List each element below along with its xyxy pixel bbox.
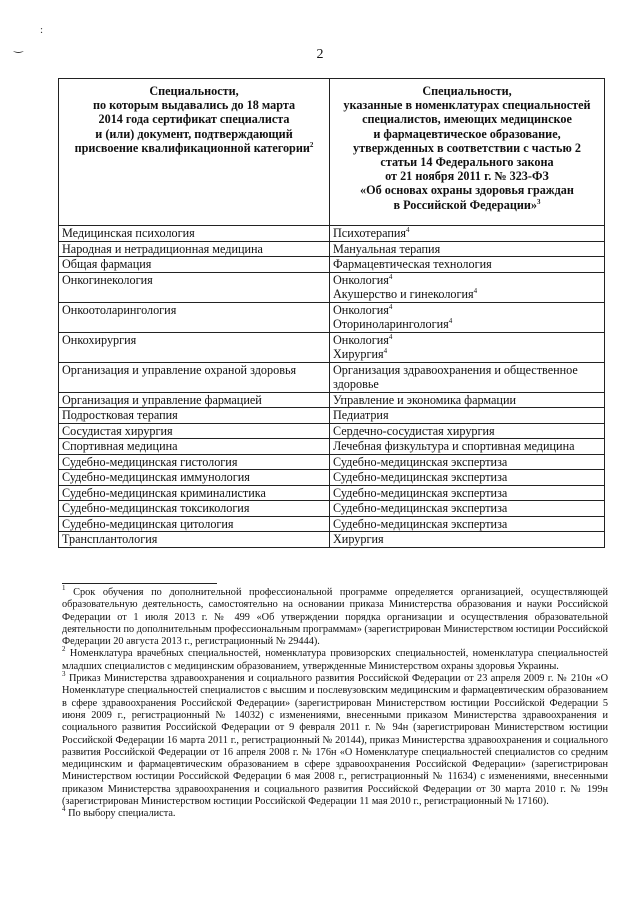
specialty-text: Мануальная терапия bbox=[333, 241, 441, 256]
footnote-text: Приказ Министерства здравоохранения и социального развития Российской Федерации от 23 апреля 2009 г. № 210н «О Номенклатуре специальностей специалистов с высшим и послевузовским медицинским и фармацевтическим образованием в сфере здравоохранения Российской Федерации» (зарегистрирован Министерством юстиции Российской Федерации 5 июня 2009 г., регистрационный № 14032) с изменениями, внесенными приказом Министерства здравоохранения и социального развития Российской Федерации от 9 февраля 2011 г. № 94н (зарегистрирован Министерством юстиции Российской Федерации 16 марта 2011 г., регистрационный № 20144), приказ Министерства здравоохранения и социального развития Российской Федерации от 16 апреля 2008 г. № 176н «О Номенклатуре специальностей специалистов со средним медицинским и фармацевтическим образованием в сфере здравоохранения Российской Федерации» (зарегистрирован Министерством юстиции Российской Федерации 6 мая 2008 г., регистрационный № 11634) с изменениями, внесенными приказом Министерства здравоохранения и социального развития Российской Федерации от 30 марта 2010 г. № 199н (зарегистрирован Министерством юстиции Российской Федерации 11 мая 2010 г., регистрационный № 17160). bbox=[62, 673, 609, 808]
specialty-text: Хирургия bbox=[333, 347, 384, 361]
cell-new-specialty bbox=[330, 257, 605, 273]
table-row bbox=[59, 241, 605, 257]
header-left-text: и (или) документ, подтверждающий bbox=[95, 126, 293, 141]
table-row bbox=[59, 226, 605, 242]
specialties-table bbox=[58, 78, 605, 548]
header-right-line bbox=[334, 183, 600, 197]
footnote-number: 1 bbox=[62, 584, 66, 592]
cell-old-specialty: Трансплантология bbox=[59, 532, 330, 548]
footnote bbox=[62, 805, 608, 820]
specialty-line bbox=[333, 501, 602, 516]
cell-old-specialty: Народная и нетрадиционная медицина bbox=[59, 241, 330, 257]
footnote-ref: 4 bbox=[388, 272, 393, 281]
header-right-text: Специальности, bbox=[422, 84, 512, 98]
table-row bbox=[59, 257, 605, 273]
margin-mark-top: : bbox=[40, 24, 44, 36]
header-right-text: «Об основах охраны здоровья граждан bbox=[360, 183, 574, 198]
cell-new-specialty bbox=[330, 362, 605, 392]
specialty-line bbox=[333, 333, 602, 348]
table-row bbox=[59, 423, 605, 439]
specialty-line bbox=[333, 424, 602, 439]
cell-old-specialty: Судебно-медицинская токсикология bbox=[59, 501, 330, 517]
cell-old-specialty: Онкогинекология bbox=[59, 272, 330, 302]
table-row bbox=[59, 485, 605, 501]
specialty-text: Судебно-медицинская экспертиза bbox=[333, 485, 508, 500]
footnote-number: 4 bbox=[62, 805, 66, 814]
footnote-number: 3 bbox=[62, 670, 66, 679]
cell-old-specialty: Медицинская психология bbox=[59, 226, 330, 242]
table-row bbox=[59, 439, 605, 455]
specialty-text: Судебно-медицинская экспертиза bbox=[333, 516, 508, 531]
specialty-line bbox=[333, 517, 602, 532]
cell-new-specialty bbox=[330, 501, 605, 517]
cell-new-specialty bbox=[330, 470, 605, 486]
specialty-line bbox=[333, 470, 602, 485]
cell-old-specialty: Судебно-медицинская гистология bbox=[59, 454, 330, 470]
cell-old-specialty: Организация и управление охраной здоровья bbox=[59, 362, 330, 392]
cell-old-specialty: Спортивная медицина bbox=[59, 439, 330, 455]
cell-new-specialty bbox=[330, 302, 605, 332]
table-row bbox=[59, 302, 605, 332]
cell-old-specialty: Онкохирургия bbox=[59, 332, 330, 362]
specialty-text: Управление и экономика фармации bbox=[333, 392, 516, 407]
cell-new-specialty bbox=[330, 226, 605, 242]
header-right-line bbox=[334, 198, 600, 212]
specialty-line bbox=[333, 303, 602, 318]
cell-new-specialty bbox=[330, 516, 605, 532]
cell-old-specialty: Судебно-медицинская криминалистика bbox=[59, 485, 330, 501]
specialty-line bbox=[333, 273, 602, 288]
header-right-text: в Российской Федерации» bbox=[393, 197, 537, 212]
footnote-number: 2 bbox=[62, 645, 66, 654]
footnote-ref: 4 bbox=[383, 347, 388, 355]
specialty-text: Хирургия bbox=[333, 532, 384, 546]
header-left-line bbox=[63, 141, 325, 155]
specialty-line bbox=[333, 226, 602, 241]
cell-new-specialty bbox=[330, 485, 605, 501]
footnote-ref: 4 bbox=[388, 302, 393, 311]
table-row bbox=[59, 392, 605, 408]
header-left-text: Специальности, bbox=[149, 84, 239, 98]
header-right-line bbox=[334, 112, 600, 126]
specialty-line bbox=[333, 257, 602, 272]
margin-mark-left: ‿ bbox=[14, 41, 23, 53]
specialty-text: Лечебная физкультура и спортивная медицина bbox=[333, 439, 575, 453]
header-right-text: и фармацевтическое образование, bbox=[373, 126, 561, 141]
header-right-line bbox=[334, 98, 600, 112]
specialty-text: Фармацевтическая технология bbox=[333, 257, 492, 271]
specialty-line bbox=[333, 439, 602, 454]
header-right-line bbox=[334, 127, 600, 141]
header-left-line bbox=[63, 127, 325, 141]
table-row bbox=[59, 501, 605, 517]
table-row bbox=[59, 272, 605, 302]
footnote bbox=[62, 645, 608, 673]
header-right bbox=[330, 79, 605, 226]
table-row bbox=[59, 516, 605, 532]
header-right-line bbox=[334, 141, 600, 155]
specialty-text: Акушерство и гинекология bbox=[333, 287, 474, 301]
cell-old-specialty: Общая фармация bbox=[59, 257, 330, 273]
specialty-text: Судебно-медицинская экспертиза bbox=[333, 454, 508, 469]
header-left-text: присвоение квалификационной категории bbox=[74, 140, 310, 155]
footnote-ref: 2 bbox=[309, 140, 314, 149]
cell-old-specialty: Сосудистая хирургия bbox=[59, 423, 330, 439]
cell-new-specialty bbox=[330, 454, 605, 470]
header-right-text: от 21 ноября 2011 г. № 323-ФЗ bbox=[385, 169, 549, 184]
header-right-text: утвержденных в соответствии с частью 2 bbox=[353, 140, 581, 155]
footnote-ref: 3 bbox=[536, 197, 541, 206]
cell-new-specialty bbox=[330, 532, 605, 548]
specialty-line bbox=[333, 287, 602, 302]
cell-new-specialty bbox=[330, 272, 605, 302]
cell-old-specialty: Судебно-медицинская иммунология bbox=[59, 470, 330, 486]
header-left-line bbox=[63, 84, 325, 98]
header-right-text: специалистов, имеющих медицинское bbox=[362, 112, 572, 127]
specialty-text: Сердечно-сосудистая хирургия bbox=[333, 423, 495, 438]
table-row bbox=[59, 332, 605, 362]
footnotes bbox=[62, 584, 609, 821]
specialty-line bbox=[333, 347, 602, 362]
specialty-line bbox=[333, 486, 602, 501]
header-right-line bbox=[334, 169, 600, 183]
specialty-text: Онкология bbox=[333, 332, 389, 347]
footnote-text: По выбору специалиста. bbox=[68, 808, 176, 820]
table-row bbox=[59, 470, 605, 486]
header-left-line bbox=[63, 112, 325, 126]
specialty-text: Судебно-медицинская экспертиза bbox=[333, 470, 508, 484]
cell-old-specialty: Подростковая терапия bbox=[59, 408, 330, 424]
header-right-line bbox=[334, 155, 600, 169]
table-body bbox=[59, 226, 605, 548]
specialty-line bbox=[333, 532, 602, 547]
header-left-text: по которым выдавались до 18 марта bbox=[92, 98, 296, 113]
specialty-text: Онкология bbox=[333, 302, 389, 317]
header-right-text: статьи 14 Федерального закона bbox=[380, 155, 554, 170]
footnote-divider bbox=[62, 583, 217, 584]
footnote-ref: 4 bbox=[473, 287, 478, 295]
cell-new-specialty bbox=[330, 423, 605, 439]
specialty-line bbox=[333, 242, 602, 257]
table-header-row bbox=[59, 79, 605, 226]
header-left-text: 2014 года сертификат специалиста bbox=[98, 112, 290, 127]
header-left bbox=[59, 79, 330, 226]
cell-new-specialty bbox=[330, 241, 605, 257]
specialty-text: Педиатрия bbox=[333, 408, 389, 422]
footnote-ref: 4 bbox=[388, 332, 393, 341]
cell-new-specialty bbox=[330, 408, 605, 424]
footnote-ref: 4 bbox=[406, 226, 410, 234]
specialty-text: Онкология bbox=[333, 272, 389, 287]
specialty-line bbox=[333, 408, 602, 423]
table-row bbox=[59, 362, 605, 392]
footnote bbox=[62, 584, 608, 648]
table-row bbox=[59, 454, 605, 470]
specialty-line bbox=[333, 363, 602, 392]
cell-new-specialty bbox=[330, 439, 605, 455]
specialty-text: Организация здравоохранения и общественное здоровье bbox=[333, 362, 578, 391]
header-right-text: указанные в номенклатурах специальностей bbox=[343, 98, 591, 113]
header-right-line bbox=[334, 84, 600, 98]
header-left-line bbox=[63, 98, 325, 112]
cell-new-specialty bbox=[330, 332, 605, 362]
specialty-text: Судебно-медицинская экспертиза bbox=[333, 501, 508, 515]
footnote-ref: 4 bbox=[448, 317, 453, 325]
specialty-line bbox=[333, 455, 602, 470]
cell-new-specialty bbox=[330, 392, 605, 408]
cell-old-specialty: Онкоотоларингология bbox=[59, 302, 330, 332]
footnote bbox=[62, 670, 609, 808]
footnote-text: Срок обучения по дополнительной профессиональной программе определяется организацией, осуществляющей образовательную деятельность, самостоятельно на основании приказа Министерства образования и науки Российской Федерации от 1 июля 2013 г. № 499 «Об утверждении порядка организации и осуществления образовательной деятельности по дополнительным профессиональным программам» (зарегистрирован Министерством юстиции Российской Федерации 20 августа 2013 г., регистрационный № 29444). bbox=[62, 587, 608, 648]
specialty-line bbox=[333, 393, 602, 408]
cell-old-specialty: Организация и управление фармацией bbox=[59, 392, 330, 408]
specialty-text: Психотерапия bbox=[333, 226, 407, 240]
footnote-text: Номенклатура врачебных специальностей, номенклатура провизорских специальностей, номенклатура специальностей младших специалистов с медицинским образованием, утвержденные Министерством охраны здоровья Украины. bbox=[62, 648, 608, 672]
specialty-text: Оториноларингология bbox=[333, 317, 449, 331]
cell-old-specialty: Судебно-медицинская цитология bbox=[59, 516, 330, 532]
table-row bbox=[59, 532, 605, 548]
page-number: 2 bbox=[316, 47, 324, 62]
table-row bbox=[59, 408, 605, 424]
specialty-line bbox=[333, 317, 602, 332]
